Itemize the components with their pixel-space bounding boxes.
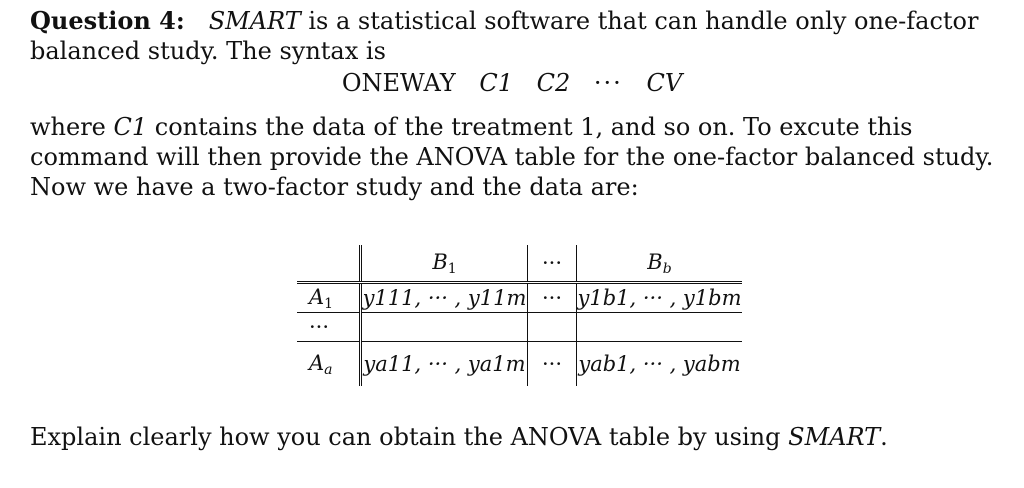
cell-dots-b1 xyxy=(361,313,528,342)
row-label-dots: ··· xyxy=(297,313,361,342)
explain-prefix: Explain clearly how you can obtain the ANOVA table by using xyxy=(30,423,789,451)
syntax-dots: ··· xyxy=(593,69,623,97)
cell-a1-dots: ··· xyxy=(528,283,577,313)
table-header-row xyxy=(297,245,742,283)
header-bb: $B_b$ xyxy=(577,245,743,283)
row-label-aa: $A_a$ xyxy=(309,350,333,378)
cell-a1-b1: y111, ··· , y11m xyxy=(361,283,528,313)
syntax-arg1: C1 xyxy=(479,69,513,97)
cell-dots-bb xyxy=(577,313,743,342)
syntax-argv: CV xyxy=(646,69,683,97)
row-label-a1: $A_1$ xyxy=(297,283,361,313)
header-dots: ··· xyxy=(528,245,577,283)
question-text: is a statistical software that can handle only one-factor balanced study. The syntax is xyxy=(30,7,979,65)
syntax-arg2: C2 xyxy=(536,69,571,97)
cell-aa-bb: yab1, ··· , yabm xyxy=(577,342,743,387)
cell-dots-dots xyxy=(528,313,577,342)
where-prefix: where xyxy=(30,113,114,141)
where-rest: contains the data of the treatment 1, and so on. To excute this command will then provide the ANOVA table for the one-factor balanced study. Now we have a two-factor study and the data are: xyxy=(30,113,994,201)
where-var: C1 xyxy=(113,113,148,141)
table-row xyxy=(297,313,742,342)
software-name: SMART xyxy=(208,7,301,35)
table-row xyxy=(297,342,742,387)
cell-a1-bb: y1b1, ··· , y1bm xyxy=(577,283,743,313)
where-paragraph xyxy=(30,112,1005,202)
syntax-line xyxy=(0,68,1024,98)
cell-aa-b1: ya11, ··· , ya1m xyxy=(361,342,528,387)
explain-paragraph xyxy=(30,422,1005,452)
question-paragraph xyxy=(30,6,1005,66)
explain-suffix: . xyxy=(880,423,888,451)
data-table xyxy=(297,245,742,386)
syntax-command: ONEWAY xyxy=(341,69,456,97)
table-row xyxy=(297,283,742,313)
header-b1: $B_1$ xyxy=(361,245,528,283)
cell-aa-dots: ··· xyxy=(528,342,577,387)
table-corner-cell xyxy=(297,245,361,283)
question-label: Question 4: xyxy=(30,6,185,35)
explain-software-name: SMART xyxy=(788,423,881,451)
